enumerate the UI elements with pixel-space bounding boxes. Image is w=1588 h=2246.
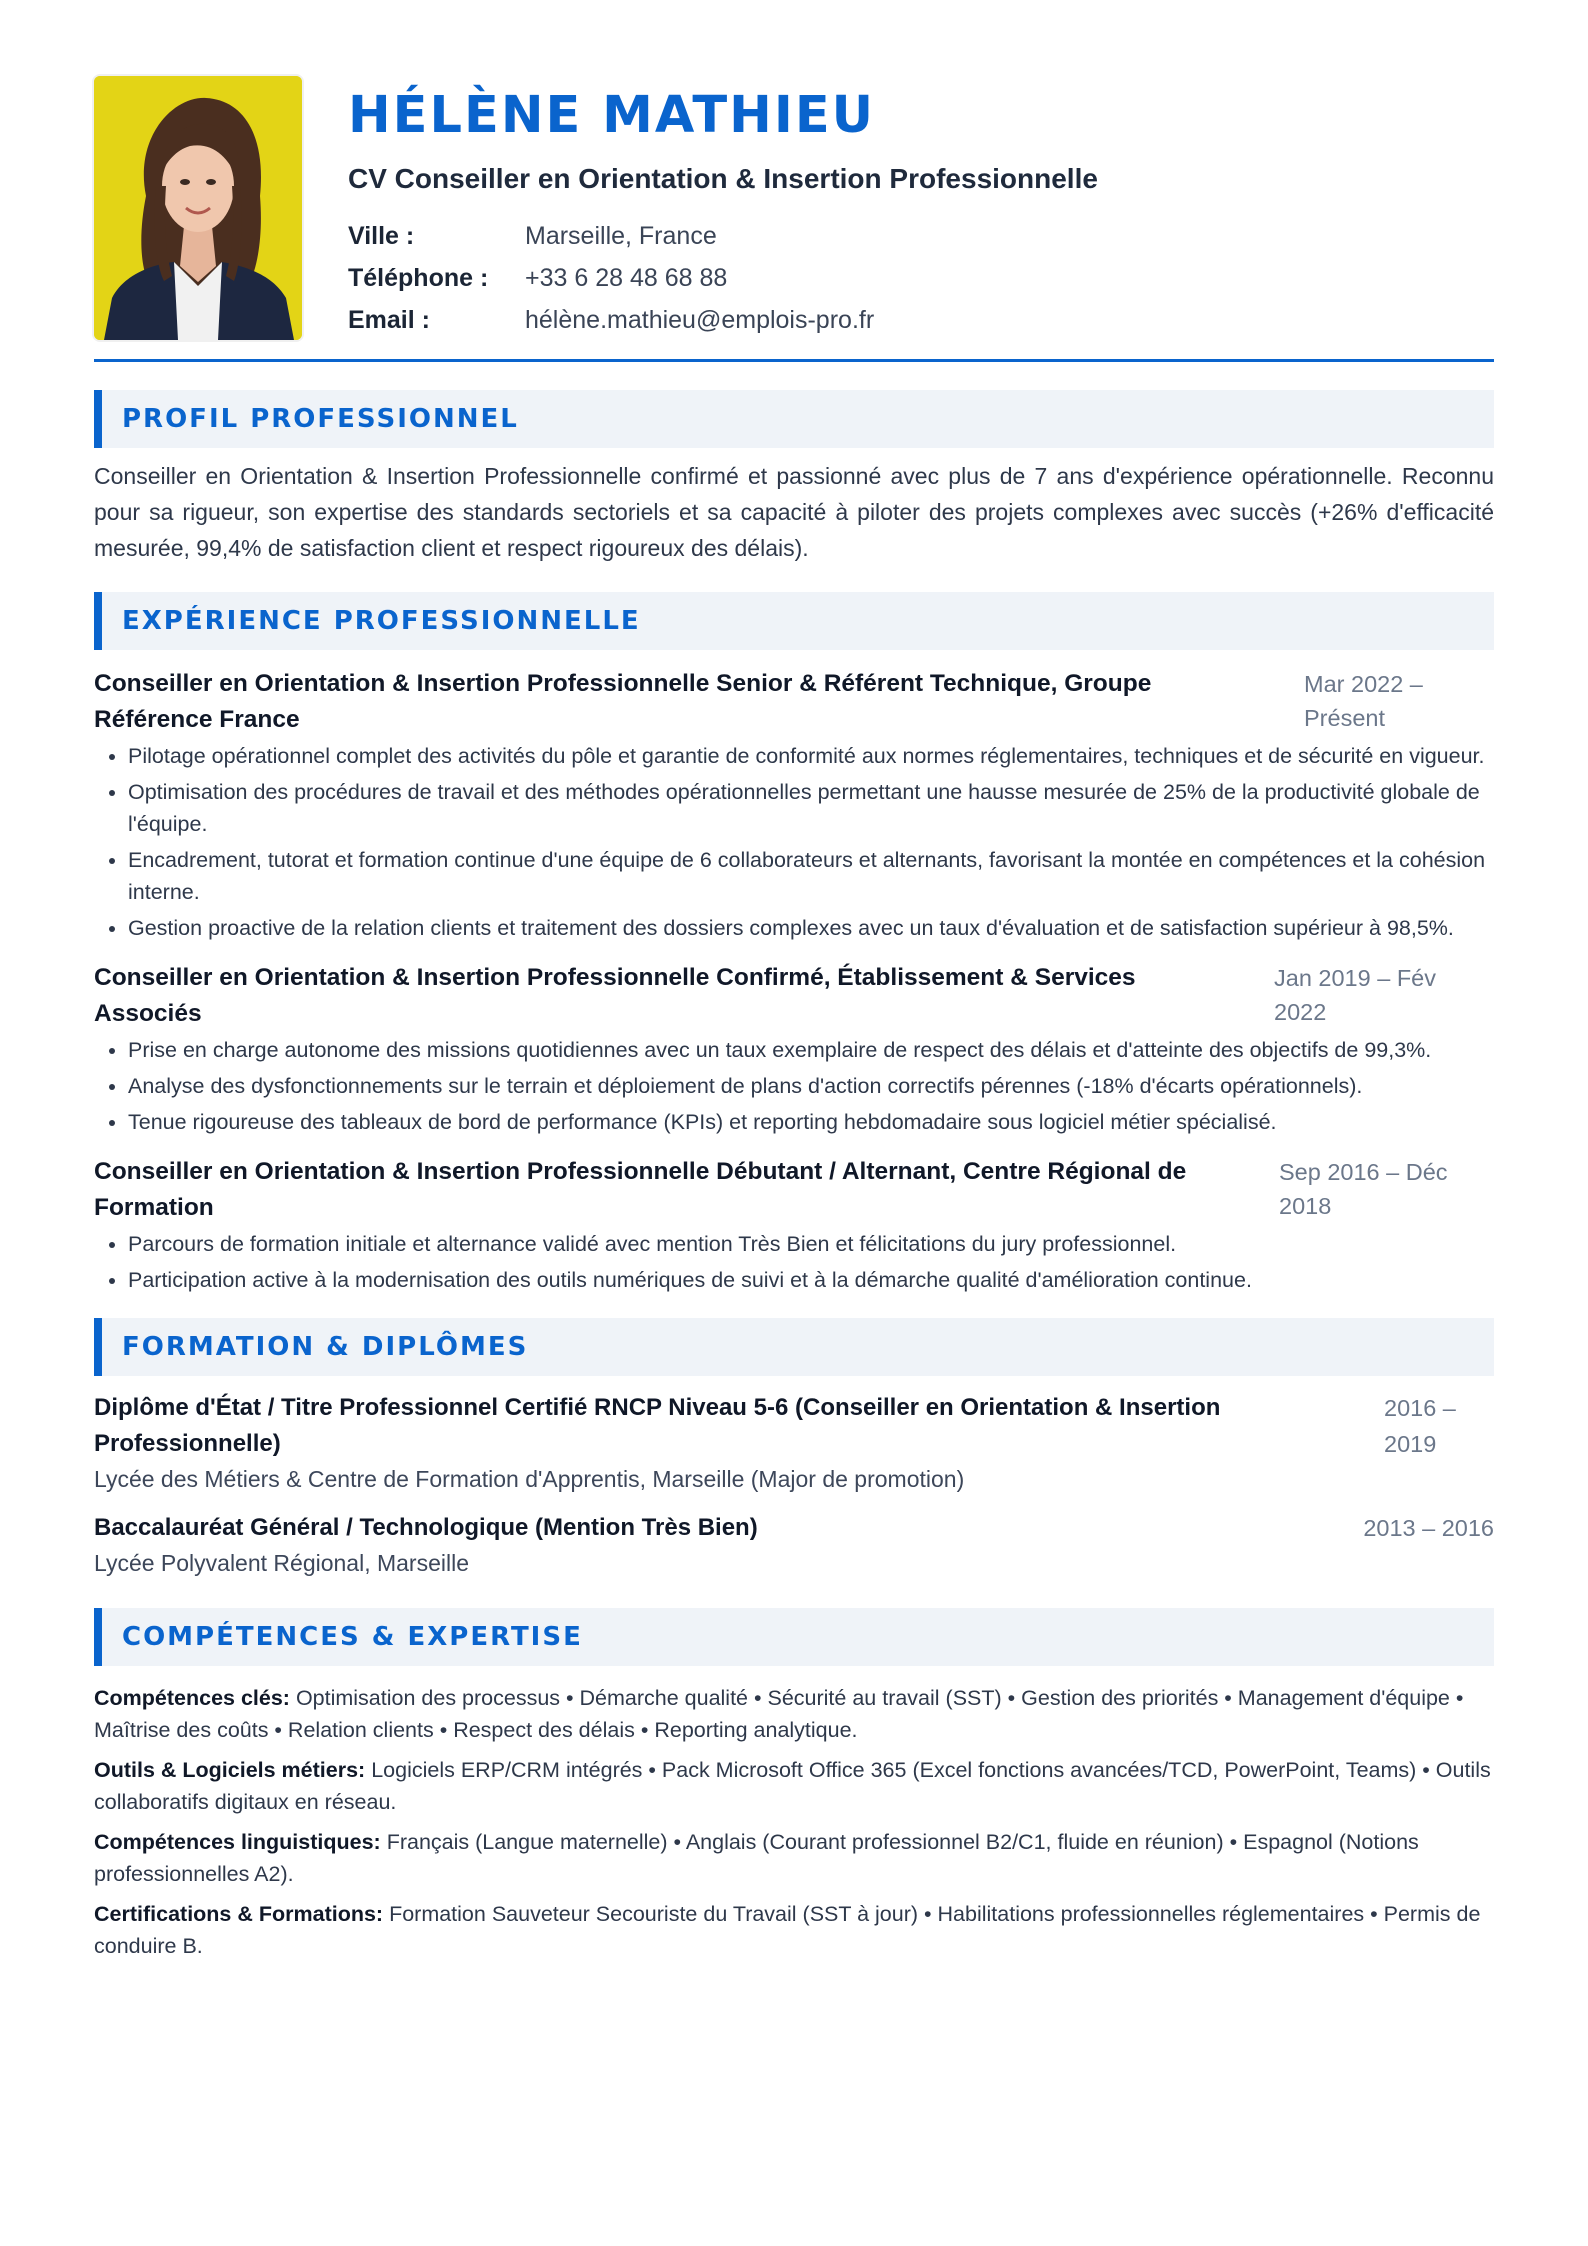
list-item: • Encadrement, tutorat et formation continue d'une équipe de 6 collaborateurs et alternants, favorisant la montée en compétences et la cohésion interne. xyxy=(128,844,1494,908)
job-bullets xyxy=(94,1034,1494,1138)
education-date: 2013 – 2016 xyxy=(1363,1515,1494,1541)
job-title: Conseiller en Orientation & Insertion Professionnelle Débutant / Alternant, Centre Régional de Formation xyxy=(94,1158,1187,1221)
resume-subtitle: CV Conseiller en Orientation & Insertion Professionnelle xyxy=(348,163,1098,194)
school-name: Lycée Polyvalent Régional, Marseille xyxy=(94,1550,470,1576)
education-date: 2016 – 2019 xyxy=(1384,1395,1456,1457)
skill-row xyxy=(94,1754,1494,1818)
experience-header xyxy=(94,1154,1494,1226)
section-title: EXPÉRIENCE PROFESSIONNELLE xyxy=(122,606,641,636)
job-title: Conseiller en Orientation & Insertion Professionnelle Confirmé, Établissement & Services Associés xyxy=(94,964,1136,1027)
experience-header xyxy=(94,666,1494,738)
education-details xyxy=(94,1390,1274,1496)
section-title: PROFIL PROFESSIONNEL xyxy=(122,404,519,434)
list-item: • Gestion proactive de la relation clients et traitement des dossiers complexes avec un taux d'évaluation et de satisfaction supérieur à 98,5%. xyxy=(128,912,1494,944)
skill-text: Formation Sauveteur Secouriste du Travail (SST à jour) • Habilitations professionnelles réglementaires • Permis de conduire B. xyxy=(94,1902,1481,1958)
skill-text: Français (Langue maternelle) • Anglais (Courant professionnel B2/C1, fluide en réunion) • Espagnol (Notions professionnelles A2). xyxy=(94,1830,1419,1886)
list-item: • Optimisation des procédures de travail et des méthodes opérationnelles permettant une hausse mesurée de 25% de la productivité globale de l'équipe. xyxy=(128,776,1494,840)
job-bullets xyxy=(94,740,1494,944)
school-name: Lycée des Métiers & Centre de Formation d'Apprentis, Marseille (Major de promotion) xyxy=(94,1466,965,1492)
contact-city xyxy=(348,215,1098,257)
skill-row xyxy=(94,1826,1494,1890)
experience-item xyxy=(94,666,1494,944)
profile-summary: Conseiller en Orientation & Insertion Professionnelle confirmé et passionné avec plus de 7 ans d'expérience opérationnelle. Reconnu pour sa rigueur, son expertise des standards sectoriels et sa capacité à piloter des projets complexes avec succès (+26% d'efficacité mesurée, 99,4% de satisfaction client et respect rigoureux des délais). xyxy=(94,463,1494,561)
section-header-skills xyxy=(94,1608,1494,1666)
section-title: COMPÉTENCES & EXPERTISE xyxy=(122,1622,583,1652)
section-title: FORMATION & DIPLÔMES xyxy=(122,1332,529,1362)
job-date: Sep 2016 – Déc 2018 xyxy=(1279,1159,1448,1219)
section-header-profile xyxy=(94,390,1494,448)
skill-label: Compétences clés: xyxy=(94,1686,290,1710)
list-item: • Participation active à la modernisation des outils numériques de suivi et à la démarche qualité d'amélioration continue. xyxy=(128,1264,1494,1296)
education-item xyxy=(94,1510,1494,1580)
education-details xyxy=(94,1510,1274,1580)
contact-list xyxy=(348,215,1098,341)
skill-text: Optimisation des processus • Démarche qualité • Sécurité au travail (SST) • Gestion des priorités • Management d'équipe • Maîtrise des coûts • Relation clients • Respect des délais • Reporting analytique. xyxy=(94,1686,1464,1742)
list-item: • Prise en charge autonome des missions quotidiennes avec un taux exemplaire de respect des délais et d'atteinte des objectifs de 99,3%. xyxy=(128,1034,1494,1066)
skill-label: Certifications & Formations: xyxy=(94,1902,384,1926)
job-bullets xyxy=(94,1228,1494,1296)
job-title: Conseiller en Orientation & Insertion Professionnelle Senior & Référent Technique, Groupe Référence France xyxy=(94,670,1152,733)
profile-photo xyxy=(94,76,302,340)
header-divider xyxy=(94,359,1494,362)
contact-value[interactable]: hélène.mathieu@emplois-pro.fr xyxy=(525,305,875,334)
job-date: Jan 2019 – Fév 2022 xyxy=(1274,965,1436,1025)
section-header-experience xyxy=(94,592,1494,650)
skill-label: Compétences linguistiques: xyxy=(94,1830,381,1854)
list-item: • Parcours de formation initiale et alternance validé avec mention Très Bien et félicitations du jury professionnel. xyxy=(128,1228,1494,1260)
skill-text: Logiciels ERP/CRM intégrés • Pack Microsoft Office 365 (Excel fonctions avancées/TCD, PowerPoint, Teams) • Outils collaboratifs digitaux en réseau. xyxy=(94,1758,1491,1814)
skill-row xyxy=(94,1898,1494,1962)
job-date: Mar 2022 – Présent xyxy=(1304,671,1423,731)
contact-value: +33 6 28 48 68 88 xyxy=(525,263,728,292)
skills-list xyxy=(94,1682,1494,1962)
contact-label: Email : xyxy=(348,305,430,334)
contact-label: Téléphone : xyxy=(348,263,489,292)
header-text xyxy=(348,76,1098,341)
resume-header xyxy=(94,76,1494,341)
portrait-image xyxy=(94,76,302,340)
experience-item xyxy=(94,960,1494,1138)
contact-value: Marseille, France xyxy=(525,221,717,250)
resume-page xyxy=(94,0,1494,1962)
degree-title: Diplôme d'État / Titre Professionnel Certifié RNCP Niveau 5-6 (Conseiller en Orientation & Insertion Professionnelle) xyxy=(94,1394,1221,1457)
skill-label: Outils & Logiciels métiers: xyxy=(94,1758,366,1782)
list-item: • Pilotage opérationnel complet des activités du pôle et garantie de conformité aux normes réglementaires, techniques et de sécurité en vigueur. xyxy=(128,740,1494,772)
experience-header xyxy=(94,960,1494,1032)
section-header-education xyxy=(94,1318,1494,1376)
contact-email xyxy=(348,299,1098,341)
experience-item xyxy=(94,1154,1494,1296)
list-item: • Tenue rigoureuse des tableaux de bord de performance (KPIs) et reporting hebdomadaire sous logiciel métier spécialisé. xyxy=(128,1106,1494,1138)
contact-phone xyxy=(348,257,1098,299)
education-item xyxy=(94,1390,1494,1496)
contact-label: Ville : xyxy=(348,221,415,250)
skill-row xyxy=(94,1682,1494,1746)
degree-title: Baccalauréat Général / Technologique (Mention Très Bien) xyxy=(94,1514,758,1541)
list-item: • Analyse des dysfonctionnements sur le terrain et déploiement de plans d'action correctifs pérennes (-18% d'écarts opérationnels). xyxy=(128,1070,1494,1102)
candidate-name: HÉLÈNE MATHIEU xyxy=(348,86,876,145)
